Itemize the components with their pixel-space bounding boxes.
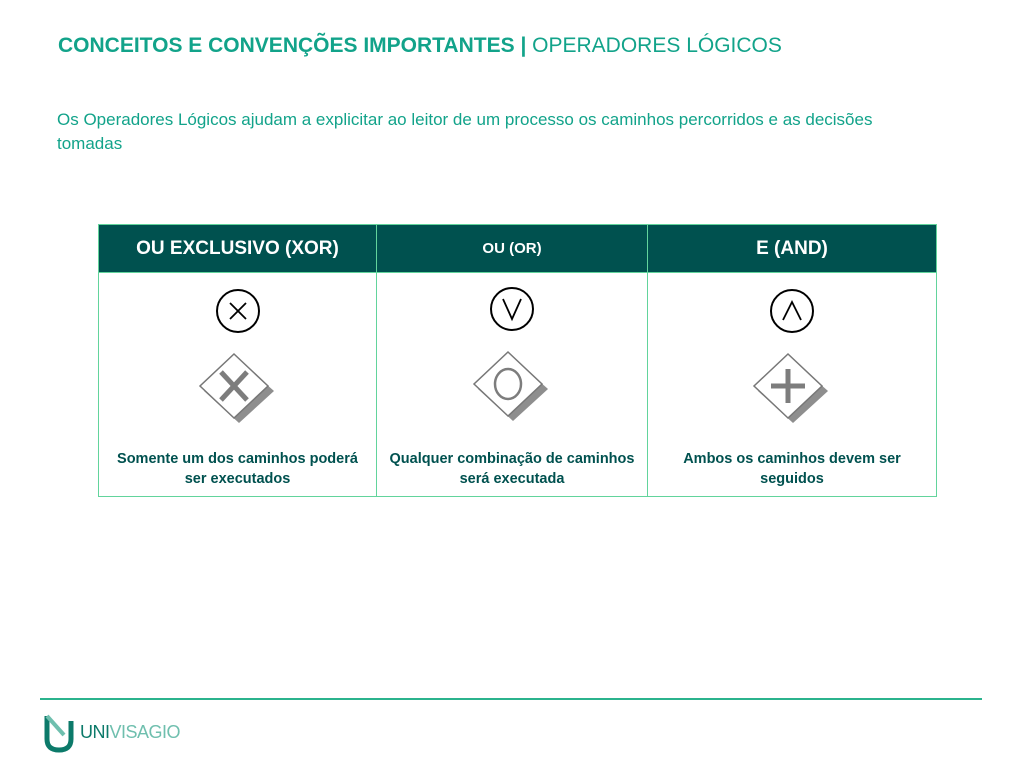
exclusive-gateway-icon (198, 351, 278, 427)
footer-divider (40, 698, 982, 700)
header-xor: OU EXCLUSIVO (XOR) (99, 225, 377, 273)
parallel-gateway-icon (752, 351, 832, 427)
page-title-main: CONCEITOS E CONVENÇÕES IMPORTANTES | (58, 34, 527, 57)
cell-and (648, 273, 937, 497)
xor-symbol-icon (214, 287, 262, 335)
or-symbol-icon (488, 285, 536, 333)
description-or: Qualquer combinação de caminhos será executada (389, 451, 635, 487)
page-title-sub: OPERADORES LÓGICOS (526, 34, 782, 57)
description-xor: Somente um dos caminhos poderá ser executados (117, 451, 358, 487)
logo-text-visagio: VISAGIO (109, 722, 181, 742)
header-and: E (AND) (648, 225, 937, 273)
logo-text (80, 722, 180, 743)
header-or: OU (OR) (377, 225, 648, 273)
cell-xor (99, 273, 377, 497)
logo-text-uni: UNI (80, 722, 110, 742)
page-title (58, 34, 782, 58)
inclusive-gateway-icon (472, 349, 552, 425)
description-and: Ambos os caminhos devem ser seguidos (683, 451, 901, 487)
operators-table (98, 224, 937, 497)
table-row (99, 273, 937, 497)
table-header-row (99, 225, 937, 273)
univisagio-logo-icon (44, 713, 76, 753)
and-symbol-icon (768, 287, 816, 335)
intro-text: Os Operadores Lógicos ajudam a explicitar ao leitor de um processo os caminhos percorridos e as decisões tomadas (57, 110, 873, 153)
cell-or (377, 273, 648, 497)
